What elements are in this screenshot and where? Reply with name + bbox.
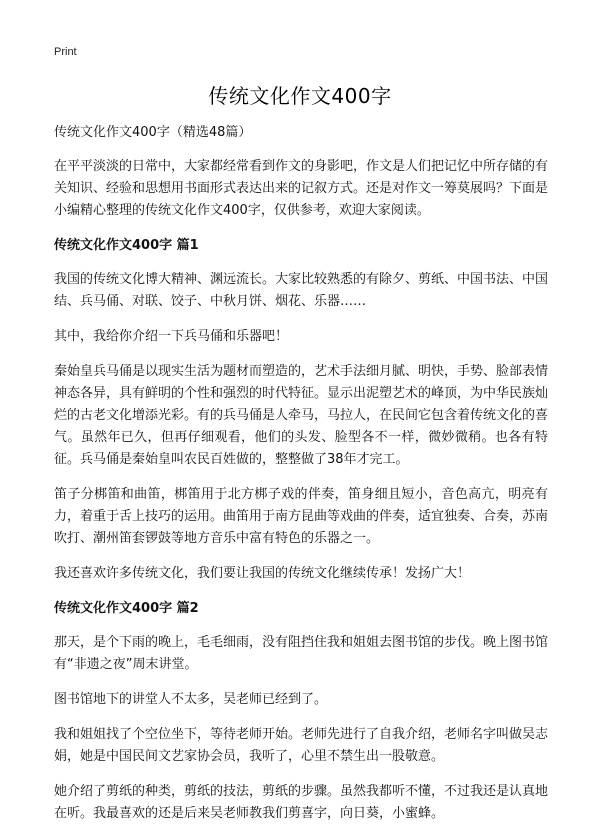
section-paragraph: 她介绍了剪纸的种类，剪纸的技法，剪纸的步骤。虽然我都听不懂，不过我还是认真地在听。我最喜欢的还是后来吴老师教我们剪喜字，向日葵，小蜜蜂。 — [54, 784, 549, 821]
print-label[interactable]: Print — [54, 46, 77, 58]
section-paragraph: 我国的传统文化博大精神、渊远流长。大家比较熟悉的有除夕、剪纸、中国书法、中国结、兵马俑、对联、饺子、中秋月饼、烟花、乐器…… — [54, 272, 549, 309]
article-subtitle: 传统文化作文400字（精选48篇） — [54, 125, 252, 140]
section-paragraph: 我还喜欢许多传统文化，我们要让我国的传统文化继续传承！发扬广大！ — [54, 566, 471, 581]
page-title: 传统文化作文400字 — [208, 84, 392, 108]
article-body — [54, 122, 548, 838]
intro-paragraph: 在平平淡淡的日常中，大家都经常看到作文的身影吧，作文是人们把记忆中所存储的有关知识、经验和思想用书面形式表达出来的记叙方式。还是对作文一筹莫展吗？下面是小编精心整理的传统文化作文400字，仅供参考，欢迎大家阅读。 — [54, 159, 549, 218]
section-paragraph: 秦始皇兵马俑是以现实生活为题材而塑造的，艺术手法细月腻、明快，手势、脸部表情神态各异，具有鲜明的个性和强烈的时代特征。显示出泥塑艺术的峰顶，为中华民族灿烂的古老文化增添光彩。有的兵马俑是人牵马，马拉人，在民间它包含着传统文化的喜气。虽然年已久，但再仔细观看，他们的头发、脸型各不一样，微妙微稍。也各有特征。兵马俑是秦始皇叫农民百姓做的，整整做了38年才完工。 — [54, 364, 549, 467]
section-paragraph: 我和姐姐找了个空位坐下，等待老师开始。老师先进行了自我介绍，老师名字叫做吴志娟，她是中国民间文艺家协会员，我听了，心里不禁生出一股敬意。 — [54, 727, 549, 764]
section-paragraph: 笛子分梆笛和曲笛，梆笛用于北方梆子戏的伴奏，笛身细且短小，音色高亢，明亮有力，着重于舌上技巧的运用。曲笛用于南方昆曲等戏曲的伴奏，适宜独奏、合奏，苏南吹打、潮州笛套锣鼓等地方音乐中富有特色的乐器之一。 — [54, 487, 549, 546]
section-heading: 传统文化作文400字 篇1 — [54, 238, 199, 253]
section-paragraph: 那天，是个下雨的晚上，毛毛细雨，没有阻挡住我和姐姐去图书馆的步伐。晚上图书馆有“非遗之夜”周末讲堂。 — [54, 635, 549, 672]
section-heading: 传统文化作文400字 篇2 — [54, 601, 199, 616]
section-paragraph: 其中，我给你介绍一下兵马俑和乐器吧！ — [54, 329, 289, 344]
section-paragraph: 图书馆地下的讲堂人不太多，吴老师已经到了。 — [54, 692, 328, 707]
